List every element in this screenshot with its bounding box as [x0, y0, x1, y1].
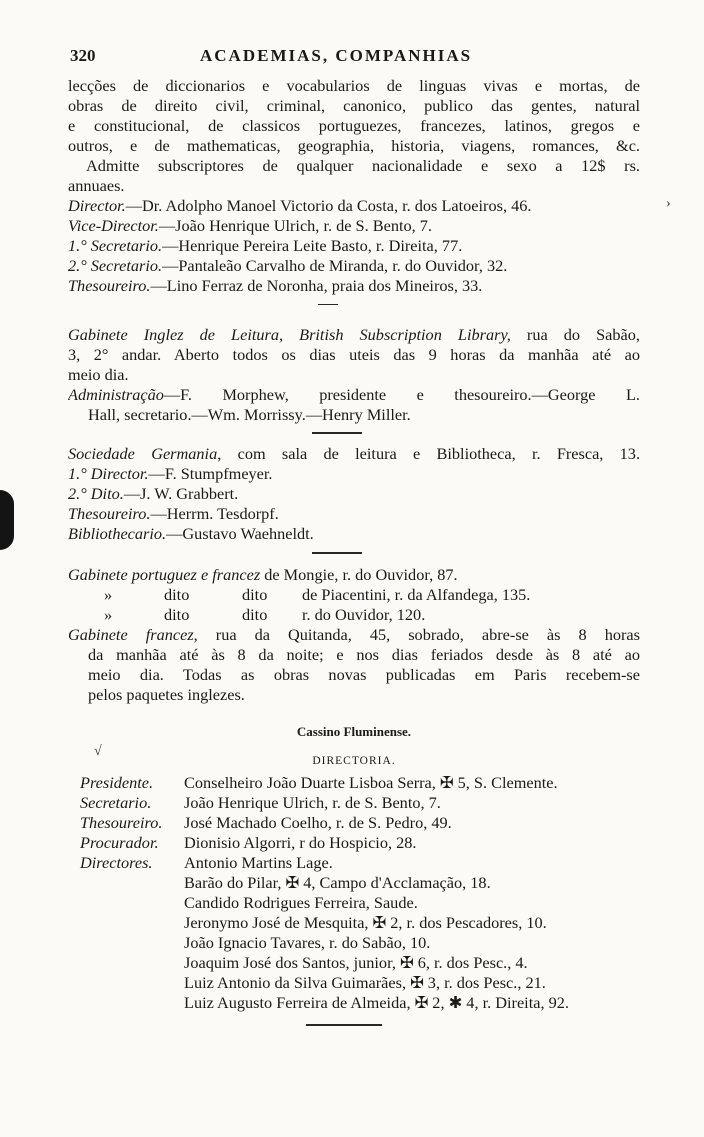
gabinete-inglez-name: Gabinete Inglez de Leitura, British Subscription Library,	[68, 325, 511, 344]
directoria-row	[80, 993, 640, 1013]
directoria-label	[80, 933, 184, 953]
germania-name: Sociedade Germania,	[68, 444, 222, 463]
directoria-value: Luiz Augusto Ferreira de Almeida, ✠ 2, ✱ 4, r. Direita, 92.	[184, 993, 569, 1012]
directoria-value: Luiz Antonio da Silva Guimarães, ✠ 3, r. dos Pesc., 21.	[184, 973, 546, 992]
gabinete-inglez-address: rua do Sabão,	[526, 325, 640, 344]
gabinete-fr-line: meio dia. Todas as obras novas publicadas em Paris recebem-se	[88, 665, 640, 684]
gabinete-pf-line	[68, 565, 640, 585]
directoria-value: Dionisio Algorri, r do Hospicio, 28.	[184, 833, 417, 852]
germania-entry	[68, 504, 640, 524]
intro-paragraph	[68, 76, 640, 296]
directoria-value: Conselheiro João Duarte Lisboa Serra, ✠ 5, S. Clemente.	[184, 773, 558, 792]
germania-role: Bibliothecario.	[68, 524, 167, 543]
separator-rule	[312, 552, 362, 554]
germania-entry	[68, 464, 640, 484]
ditto-word: dito	[242, 585, 268, 604]
officer-text: —Lino Ferraz de Noronha, praia dos Mineiros, 33.	[150, 276, 483, 295]
ditto-row	[68, 605, 640, 625]
cassino-directoria	[80, 773, 640, 1013]
binding-shadow	[0, 490, 14, 550]
cassino-subtitle: DIRECTORIA.	[312, 755, 396, 767]
directoria-value: Candido Rodrigues Ferreira, Saude.	[184, 893, 418, 912]
directoria-row	[80, 933, 640, 953]
directoria-value: João Ignacio Tavares, r. do Sabão, 10.	[184, 933, 431, 952]
directoria-label: Thesoureiro.	[80, 813, 163, 832]
directoria-value: Barão do Pilar, ✠ 4, Campo d'Acclamação, 18.	[184, 873, 491, 892]
directoria-row	[80, 813, 640, 833]
officer-text: —Pantaleão Carvalho de Miranda, r. do Ouvidor, 32.	[162, 256, 508, 275]
directoria-label	[80, 913, 184, 933]
running-title: ACADEMIAS, COMPANHIAS	[200, 46, 473, 65]
germania-role: 1.° Director.	[68, 464, 149, 483]
directoria-value: Antonio Martins Lage.	[184, 853, 333, 872]
page-number: 320	[70, 46, 96, 65]
gabinete-inglez-line: meio dia.	[68, 365, 129, 384]
directoria-value: Jeronymo José de Mesquita, ✠ 2, r. dos Pescadores, 10.	[184, 913, 547, 932]
gabinete-fr-line	[68, 625, 640, 645]
germania-entry	[68, 484, 640, 504]
officer-text: —João Henrique Ulrich, r. de S. Bento, 7.	[158, 216, 432, 235]
gabinete-pf-name: Gabinete portuguez e francez	[68, 565, 261, 584]
separator-rule	[318, 304, 338, 305]
directoria-row	[80, 853, 640, 873]
germania-text: —Gustavo Waehneldt.	[166, 524, 314, 543]
officer-role: Director.	[68, 196, 126, 215]
directoria-label	[80, 953, 184, 973]
gabinete-fr-line: pelos paquetes inglezes.	[88, 685, 245, 704]
germania-role: 2.° Dito.	[68, 484, 124, 503]
germania-text: —J. W. Grabbert.	[123, 484, 239, 503]
intro-line: obras de direito civil, criminal, canonico, publico das gentes, natural	[68, 96, 640, 115]
cassino-title: Cassino Fluminense.	[296, 724, 412, 739]
gabinete-pf-rest: de Mongie, r. do Ouvidor, 87.	[264, 565, 458, 584]
directoria-label: Directores.	[80, 853, 153, 872]
directoria-row	[80, 773, 640, 793]
intro-line: lecções de diccionarios e vocabularios de linguas vivas e mortas, de	[68, 76, 640, 95]
directoria-row	[80, 873, 640, 893]
germania-rest: com sala de leitura e Bibliotheca, r. Fresca, 13.	[237, 444, 640, 463]
officer-entry	[68, 236, 640, 256]
directoria-row	[80, 953, 640, 973]
ditto-text: r. do Ouvidor, 120.	[302, 605, 426, 624]
germania-entry	[68, 524, 640, 544]
officer-entry	[68, 216, 640, 236]
gabinete-fr-text: rua da Quitanda, 45, sobrado, abre-se às 8 horas	[215, 625, 640, 644]
gabinete-inglez-line	[68, 325, 640, 345]
directoria-label: Procurador.	[80, 833, 159, 852]
germania-text: —F. Stumpfmeyer.	[148, 464, 273, 483]
germania-section	[68, 444, 640, 544]
gabinete-fr-line: da manhãa até às 8 da noite; e nos dias feriados desde às 8 até ao	[88, 645, 640, 664]
officer-role: Thesoureiro.	[68, 276, 151, 295]
gabinete-fr-name: Gabinete francez,	[68, 625, 198, 644]
directoria-label	[80, 993, 184, 1013]
officer-entry	[68, 256, 640, 276]
directoria-label	[80, 973, 184, 993]
germania-line	[68, 444, 640, 464]
intro-line: e constitucional, de classicos portuguezes, francezes, latinos, gregos e	[68, 116, 640, 135]
directoria-label: Secretario.	[80, 793, 152, 812]
intro-line: outros, e de mathematicas, geographia, historia, viagens, romances, &c.	[68, 136, 640, 155]
gabinete-inglez-admin	[68, 385, 640, 405]
directoria-value: João Henrique Ulrich, r. de S. Bento, 7.	[184, 793, 441, 812]
ditto-word: dito	[164, 585, 190, 604]
intro-line: annuaes.	[68, 176, 125, 195]
ditto-row	[68, 585, 640, 605]
gabinete-inglez-section	[68, 325, 640, 425]
officer-text: —Dr. Adolpho Manoel Victorio da Costa, r. dos Latoeiros, 46.	[125, 196, 532, 215]
separator-rule	[312, 432, 362, 434]
germania-text: —Herrm. Tesdorpf.	[150, 504, 279, 523]
directoria-row	[80, 913, 640, 933]
germania-role: Thesoureiro.	[68, 504, 151, 523]
officer-entry	[68, 196, 640, 216]
officer-entry	[68, 276, 640, 296]
officer-role: 1.° Secretario.	[68, 236, 163, 255]
margin-mark: ›	[666, 196, 671, 211]
ditto-word: dito	[164, 605, 190, 624]
directoria-value: Joaquim José dos Santos, junior, ✠ 6, r. dos Pesc., 4.	[184, 953, 528, 972]
officer-role: 2.° Secretario.	[68, 256, 163, 275]
directoria-row	[80, 833, 640, 853]
ditto-mark: »	[104, 585, 113, 604]
officer-role: Vice-Director.	[68, 216, 159, 235]
ditto-mark: »	[104, 605, 113, 624]
ditto-text: de Piacentini, r. da Alfandega, 135.	[302, 585, 531, 604]
admin-label: Administração	[68, 385, 164, 404]
directoria-label	[80, 893, 184, 913]
directoria-label: Presidente.	[80, 773, 154, 792]
officer-text: —Henrique Pereira Leite Basto, r. Direita, 77.	[162, 236, 463, 255]
gabinetes-section	[68, 565, 640, 705]
directoria-row	[80, 973, 640, 993]
admin-text: —F. Morphew, presidente e thesoureiro.—George L.	[163, 385, 640, 404]
pencil-tick-mark: √	[94, 744, 102, 759]
gabinete-inglez-line: 3, 2° andar. Aberto todos os dias uteis das 9 horas da manhãa até ao	[68, 345, 640, 364]
end-rule	[306, 1024, 382, 1026]
running-header	[70, 46, 640, 68]
directoria-value: José Machado Coelho, r. de S. Pedro, 49.	[184, 813, 452, 832]
ditto-word: dito	[242, 605, 268, 624]
directoria-label	[80, 873, 184, 893]
directoria-row	[80, 893, 640, 913]
gabinete-inglez-admin: Hall, secretario.—Wm. Morrissy.—Henry Miller.	[88, 405, 411, 424]
intro-line: Admitte subscriptores de qualquer nacionalidade e sexo a 12$ rs.	[86, 156, 640, 175]
directoria-row	[80, 793, 640, 813]
